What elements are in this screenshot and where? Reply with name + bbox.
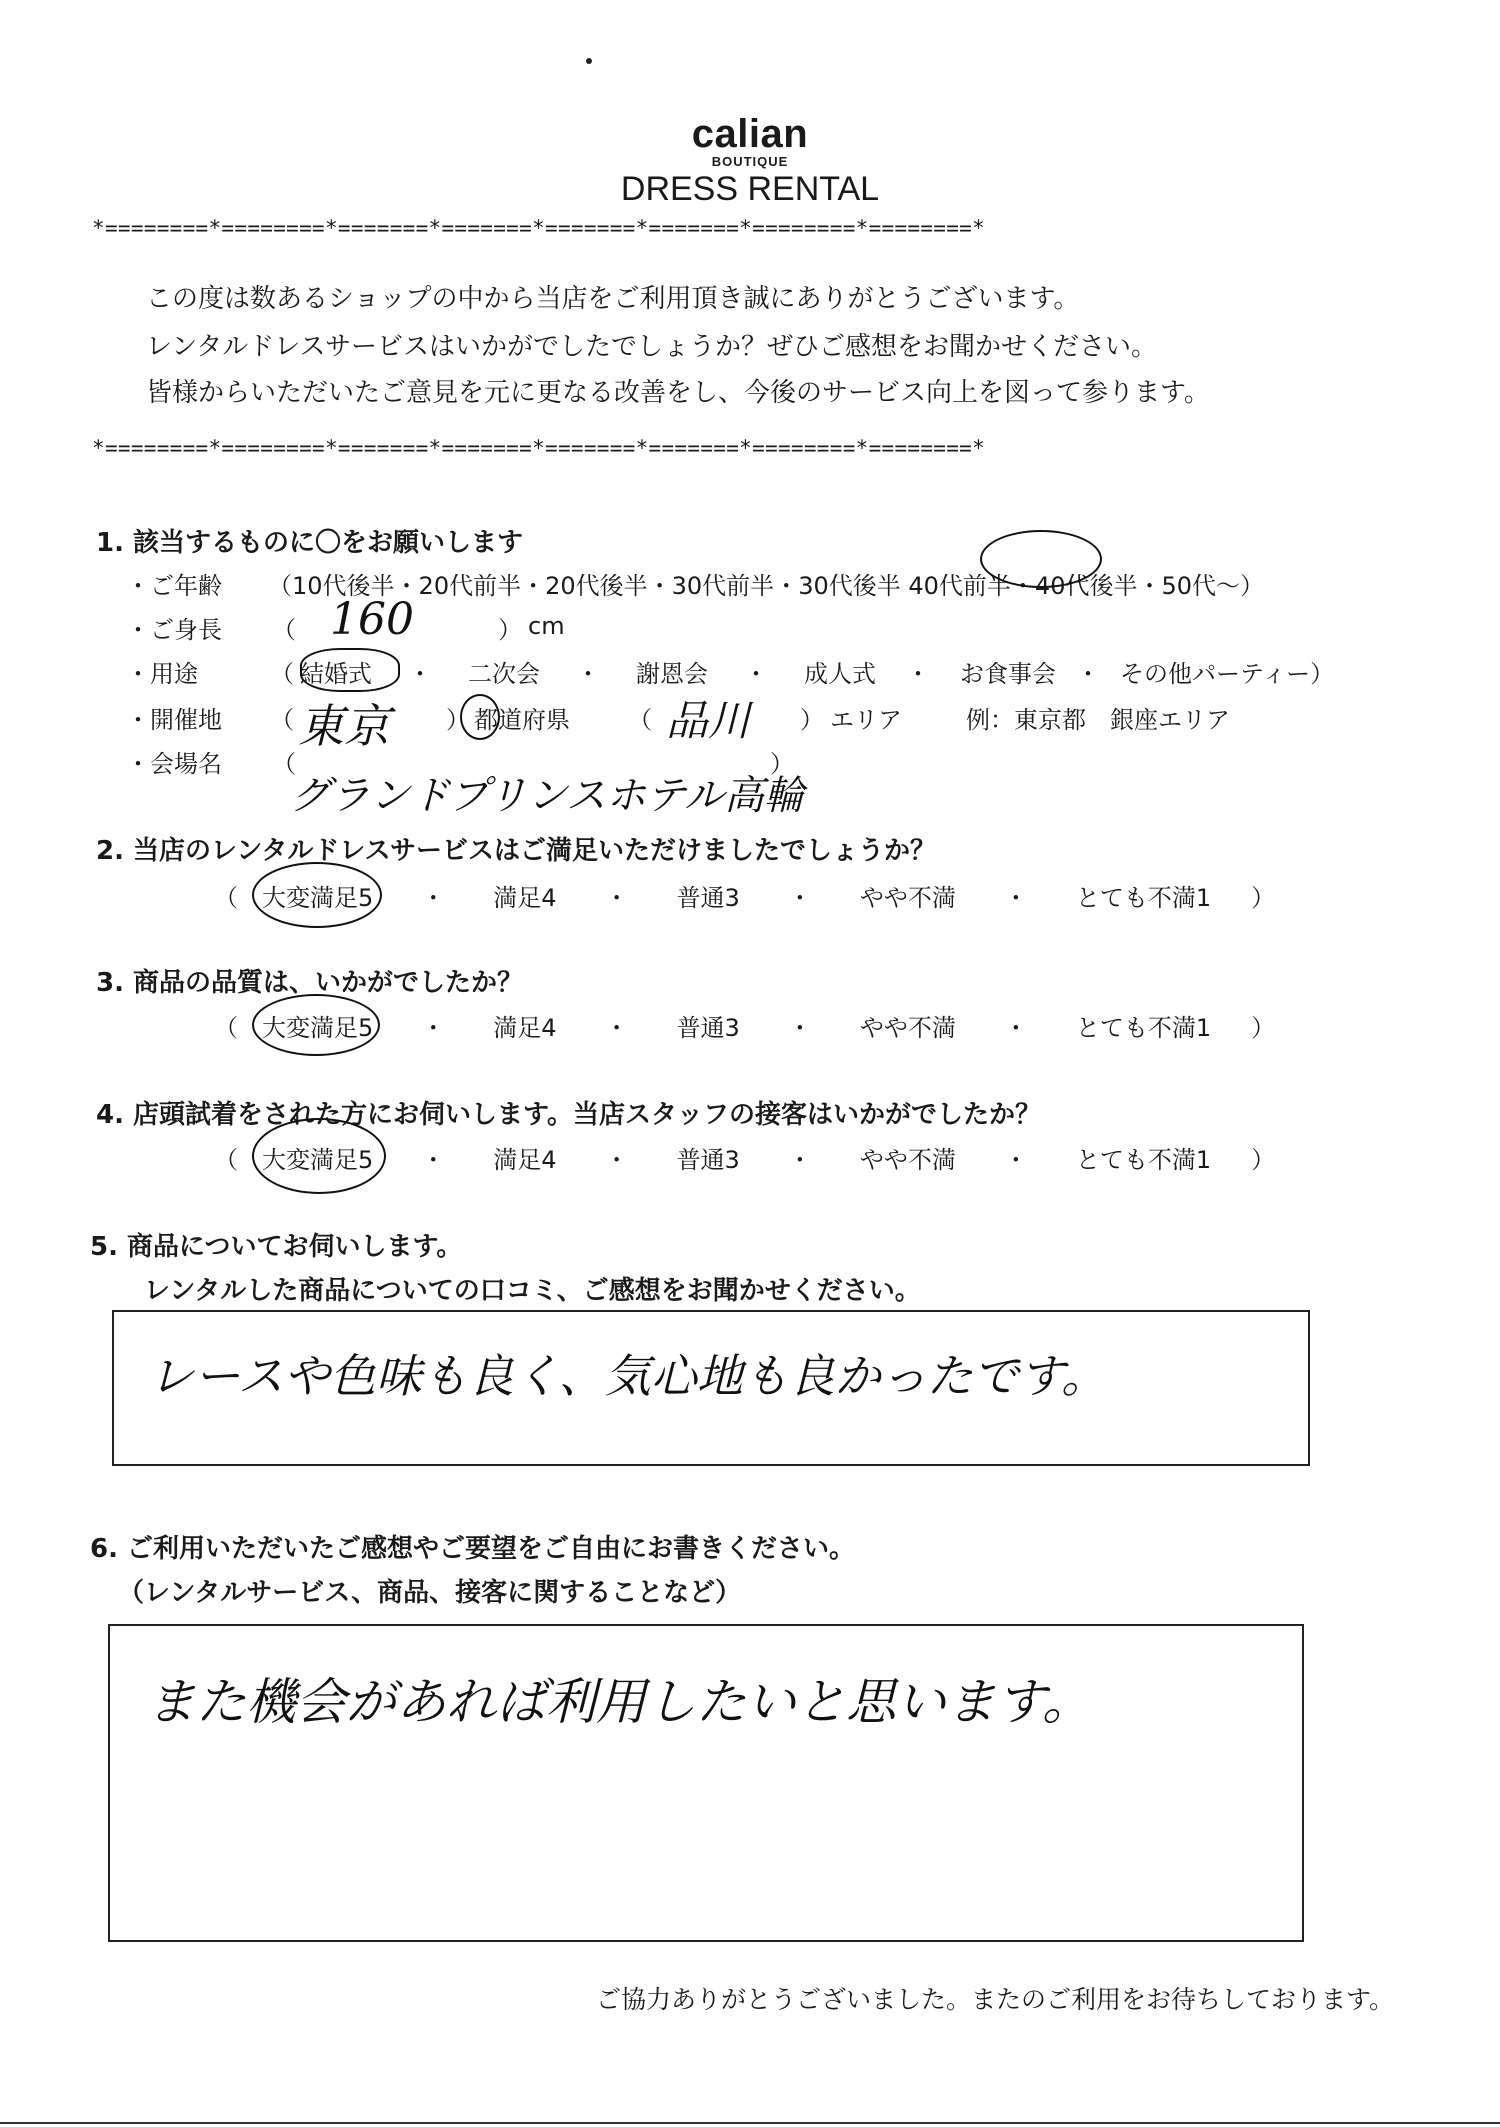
purpose-option[interactable]: その他パーティー (1120, 660, 1311, 688)
q4-option[interactable]: 満足4 (493, 1146, 557, 1174)
area-suffix: エリア (830, 706, 902, 734)
q4-options: （ 大変満足5 ・ 満足4 ・ 普通3 ・ やや不満 ・ とても不満1 ） (214, 1140, 1275, 1175)
height-label: ・ご身長 (126, 616, 222, 644)
pref-selected-circle (460, 694, 500, 740)
q3-option[interactable]: 普通3 (676, 1014, 740, 1042)
age-option[interactable]: 20代前半 (418, 572, 522, 600)
intro-line-1: この度は数あるショップの中から当店をご利用頂き誠にありがとうございます。 (146, 284, 1080, 314)
q2-option[interactable]: 満足4 (493, 884, 557, 912)
q4-option[interactable]: やや不満 (859, 1146, 956, 1174)
age-option[interactable]: 50代〜 (1161, 572, 1241, 600)
q6-title: 6. ご利用いただいたご感想やご要望をご自由にお書きください。 (90, 1534, 856, 1564)
q3-option[interactable]: とても不満1 (1075, 1014, 1212, 1042)
age-option[interactable]: 30代前半 (671, 572, 775, 600)
intro-line-3: 皆様からいただいたご意見を元に更なる改善をし、今後のサービス向上を図って参ります。 (146, 378, 1210, 408)
prefecture-value[interactable]: 東京 (298, 699, 390, 753)
divider-top: *========*========*=======*=======*=======*=======*========*========* (92, 216, 986, 240)
purpose-option[interactable]: お食事会 (960, 660, 1056, 688)
intro-line-2: レンタルドレスサービスはいかがでしたでしょうか？ぜひご感想をお聞かせください。 (146, 332, 1158, 362)
purpose-option[interactable]: 二次会 (468, 660, 540, 688)
q4-selected-circle (252, 1118, 386, 1194)
purpose-options: （ 結婚式 ・ 二次会 ・ 謝恩会 ・ 成人式 ・ お食事会 ・ その他パーティー ） (270, 654, 1334, 689)
location-example: 例：東京都 銀座エリア (966, 706, 1230, 734)
q3-option[interactable]: やや不満 (859, 1014, 956, 1042)
q3-option-selected[interactable]: 大変満足5 (262, 1014, 374, 1042)
q2-option[interactable]: 普通3 (676, 884, 740, 912)
q5-title: 5. 商品についてお伺いします。 (90, 1232, 463, 1262)
page-bottom-border (0, 2122, 1500, 2124)
venue-value[interactable]: グランドプリンスホテル高輪 (290, 773, 804, 819)
purpose-label: ・用途 (126, 660, 198, 688)
q5-answer-box[interactable] (112, 1310, 1310, 1466)
q4-option[interactable]: とても不満1 (1075, 1146, 1212, 1174)
location-label: ・開催地 (126, 706, 222, 734)
purpose-selected-circle (300, 648, 400, 692)
age-option[interactable]: 10代後半 (292, 572, 395, 600)
q3-title: 3. 商品の品質は、いかがでしたか？ (96, 968, 524, 998)
q2-option[interactable]: やや不満 (859, 884, 956, 912)
divider-bottom: *========*========*=======*=======*=======*=======*========*========* (92, 436, 986, 460)
area-value[interactable]: 品川 (666, 696, 751, 745)
q6-answer-box[interactable] (108, 1624, 1304, 1942)
age-options: （ 10代後半 ・ 20代前半 ・ 20代後半 ・ 30代前半 ・ 30代後半 40代前半 ・ 40代後半 ・ 50代〜 ） (268, 566, 1264, 601)
q3-selected-circle (252, 994, 380, 1056)
q6-subtitle: （レンタルサービス、商品、接客に関することなど） (118, 1578, 742, 1608)
pref-type-selected[interactable]: 都 (474, 706, 498, 734)
q4-option-selected[interactable]: 大変満足5 (262, 1146, 374, 1174)
height-unit: cm (528, 612, 565, 640)
q4-title: 4. 店頭試着をされた方にお伺いします。当店スタッフの接客はいかがでしたか？ (96, 1100, 1041, 1130)
q1-title: 1. 該当するものに〇をお願いします (96, 528, 524, 558)
q2-title: 2. 当店のレンタルドレスサービスはご満足いただけましたでしょうか？ (96, 836, 937, 866)
q2-selected-circle (252, 862, 382, 928)
q5-answer: レースや色味も良く、気心地も良かったです。 (148, 1349, 1108, 1403)
age-selected-circle (980, 530, 1102, 588)
q2-options: （ 大変満足5 ・ 満足4 ・ 普通3 ・ やや不満 ・ とても不満1 ） (214, 878, 1275, 913)
stray-mark (586, 58, 592, 64)
q3-option[interactable]: 満足4 (493, 1014, 557, 1042)
venue-label: ・会場名 (126, 750, 222, 778)
brand-name: calian (691, 112, 809, 156)
age-option[interactable]: 30代後半 (798, 572, 901, 600)
purpose-option[interactable]: 謝恩会 (636, 660, 708, 688)
q6-answer: また機会があれば利用したいと思います。 (146, 1673, 1092, 1731)
q2-option[interactable]: とても不満1 (1075, 884, 1212, 912)
purpose-option-selected[interactable]: 結婚式 (300, 660, 372, 688)
brand-sub: BOUTIQUE (711, 154, 789, 169)
q2-option-selected[interactable]: 大変満足5 (262, 884, 374, 912)
prefecture-type: 都 道 府 県 (474, 700, 570, 735)
q3-options: （ 大変満足5 ・ 満足4 ・ 普通3 ・ やや不満 ・ とても不満1 ） (214, 1008, 1275, 1043)
age-option[interactable]: 40代後半 (1034, 572, 1138, 600)
q5-subtitle: レンタルした商品についての口コミ、ご感想をお聞かせください。 (144, 1276, 921, 1306)
brand-title: DRESS RENTAL (620, 170, 880, 208)
age-option[interactable]: 20代後半 (545, 572, 648, 600)
height-value[interactable]: 160 (330, 594, 414, 645)
age-label: ・ご年齢 (126, 572, 222, 600)
purpose-option[interactable]: 成人式 (804, 660, 876, 688)
footer-message: ご協力ありがとうございました。またのご利用をお待ちしております。 (595, 1985, 1394, 2014)
q4-option[interactable]: 普通3 (676, 1146, 740, 1174)
age-option-selected[interactable]: 40代前半 (908, 572, 1011, 600)
